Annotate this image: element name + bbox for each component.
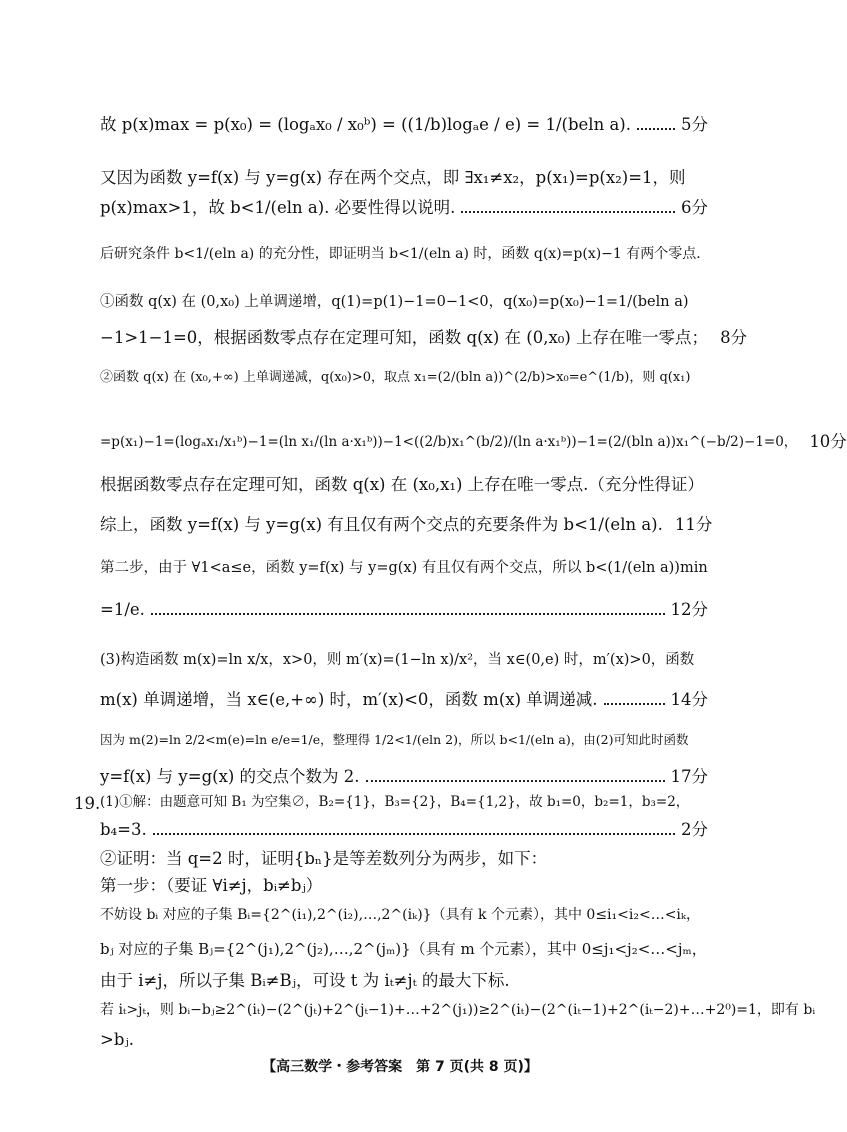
score-mark: 17分	[670, 767, 708, 786]
solution-line-14	[100, 690, 708, 710]
solution-line-25: >bⱼ.	[100, 1030, 134, 1049]
solution-line-21: 不妨设 bᵢ 对应的子集 Bᵢ={2^(i₁),2^(i₂),…,2^(iₖ)}（具有 k 个元素），其中 0≤i₁<i₂<…<iₖ，	[100, 907, 701, 923]
page-footer: 【高三数学・参考答案 第 7 页(共 8 页)】	[262, 1059, 538, 1075]
line-text: 故 p(x)max = p(x₀) = (logₐx₀ / x₀ᵇ) = ((1/b)logₐe / e) = 1/(beln a).	[100, 115, 631, 134]
solution-line-17: (1)①解：由题意可知 B₁ 为空集∅，B₂={1}，B₃={2}，B₄={1,2}，故 b₁=0，b₂=1，b₃=2，	[100, 794, 690, 810]
solution-line-5: ①函数 q(x) 在 (0,x₀) 上单调递增，q(1)=p(1)−1=0−1<0，q(x₀)=p(x₀)−1=1/(beln a)	[100, 294, 689, 310]
line-text: =1/e.	[100, 600, 145, 619]
line-text: y=f(x) 与 y=g(x) 的交点个数为 2.	[100, 767, 360, 786]
solution-line-10	[100, 515, 713, 535]
line-text: =p(x₁)−1=(logₐx₁/x₁ᵇ)−1=(ln x₁/(ln a·x₁ᵇ))−1<((2/b)x₁^(b/2)/(ln a·x₁ᵇ))−1=(2/(bln a))x₁^(−b/2)−1=0，	[100, 433, 798, 450]
solution-line-15: 因为 m(2)=ln 2/2<m(e)=ln e/e=1/e，整理得 1/2<1/(eln 2)，所以 b<1/(eln a)，由(2)可知此时函数	[100, 732, 689, 747]
score-mark: 6分	[681, 198, 708, 217]
score-mark: 2分	[681, 820, 708, 839]
line-text: 若 iₜ>jₜ，则 bᵢ−bⱼ≥2^(iₜ)−(2^(jₜ)+2^(jₜ−1)+…+2^(j₁))≥2^(iₜ)−(2^(iₜ−1)+2^(iₜ−2)+…+2⁰)=1，即有 bᵢ	[100, 1002, 816, 1018]
solution-line-22: bⱼ 对应的子集 Bⱼ={2^(j₁),2^(j₂),…,2^(jₘ)}（具有 m 个元素），其中 0≤j₁<j₂<…<jₘ，	[100, 940, 707, 958]
solution-line-9: 根据函数零点存在定理可知，函数 q(x) 在 (x₀,x₁) 上存在唯一零点.（充分性得证）	[100, 475, 704, 494]
score-mark: 5分	[681, 115, 708, 134]
line-text: b₄=3.	[100, 820, 147, 839]
line-text: −1>1−1=0，根据函数零点存在定理可知，函数 q(x) 在 (0,x₀) 上存在唯一零点；	[100, 328, 709, 347]
leader-dots	[461, 211, 675, 213]
line-text: p(x)max>1，故 b<1/(eln a). 必要性得以说明.	[100, 198, 456, 217]
question-number: 19.	[74, 794, 101, 813]
score-mark: 8分	[720, 328, 748, 347]
score-mark: 11分	[674, 515, 713, 534]
leader-dots	[366, 780, 665, 782]
solution-line-4: 后研究条件 b<1/(eln a) 的充分性，即证明当 b<1/(eln a) 时，函数 q(x)=p(x)−1 有两个零点.	[100, 246, 701, 262]
solution-line-24	[100, 1002, 816, 1019]
leader-dots	[604, 703, 665, 705]
solution-line-13: (3)构造函数 m(x)=ln x/x，x>0，则 m′(x)=(1−ln x)/x²，当 x∈(0,e) 时，m′(x)>0，函数	[100, 652, 695, 668]
solution-line-23: 由于 i≠j，所以子集 Bᵢ≠Bⱼ，可设 t 为 iₜ≠jₜ 的最大下标.	[100, 971, 510, 990]
line-text: 综上，函数 y=f(x) 与 y=g(x) 有且仅有两个交点的充要条件为 b<1/(eln a).	[100, 515, 663, 534]
solution-line-1	[100, 115, 708, 135]
solution-line-12	[100, 600, 708, 620]
score-mark: 14分	[670, 690, 708, 709]
score-mark: 10分	[809, 432, 847, 451]
solution-line-19: ②证明：当 q=2 时，证明{bₙ}是等差数列分为两步，如下：	[100, 849, 548, 868]
leader-dots	[151, 613, 665, 615]
solution-line-16	[100, 767, 708, 787]
solution-line-20: 第一步：（要证 ∀i≠j，bᵢ≠bⱼ）	[100, 876, 323, 895]
solution-line-11: 第二步，由于 ∀1<a≤e，函数 y=f(x) 与 y=g(x) 有且仅有两个交点，所以 b<(1/(eln a))min	[100, 560, 708, 576]
solution-line-18	[100, 820, 708, 840]
solution-line-3	[100, 198, 708, 218]
solution-line-6	[100, 328, 748, 348]
line-text: m(x) 单调递增，当 x∈(e,+∞) 时，m′(x)<0，函数 m(x) 单调递减.	[100, 690, 598, 709]
solution-line-7: ②函数 q(x) 在 (x₀,+∞) 上单调递减，q(x₀)>0，取点 x₁=(2/(bln a))^(2/b)>x₀=e^(1/b)，则 q(x₁)	[100, 370, 691, 385]
leader-dots	[637, 128, 675, 130]
solution-line-2: 又因为函数 y=f(x) 与 y=g(x) 存在两个交点，即 ∃x₁≠x₂，p(x₁)=p(x₂)=1，则	[100, 168, 686, 187]
leader-dots	[153, 833, 675, 835]
solution-line-8	[100, 432, 847, 452]
score-mark: 12分	[670, 600, 708, 619]
